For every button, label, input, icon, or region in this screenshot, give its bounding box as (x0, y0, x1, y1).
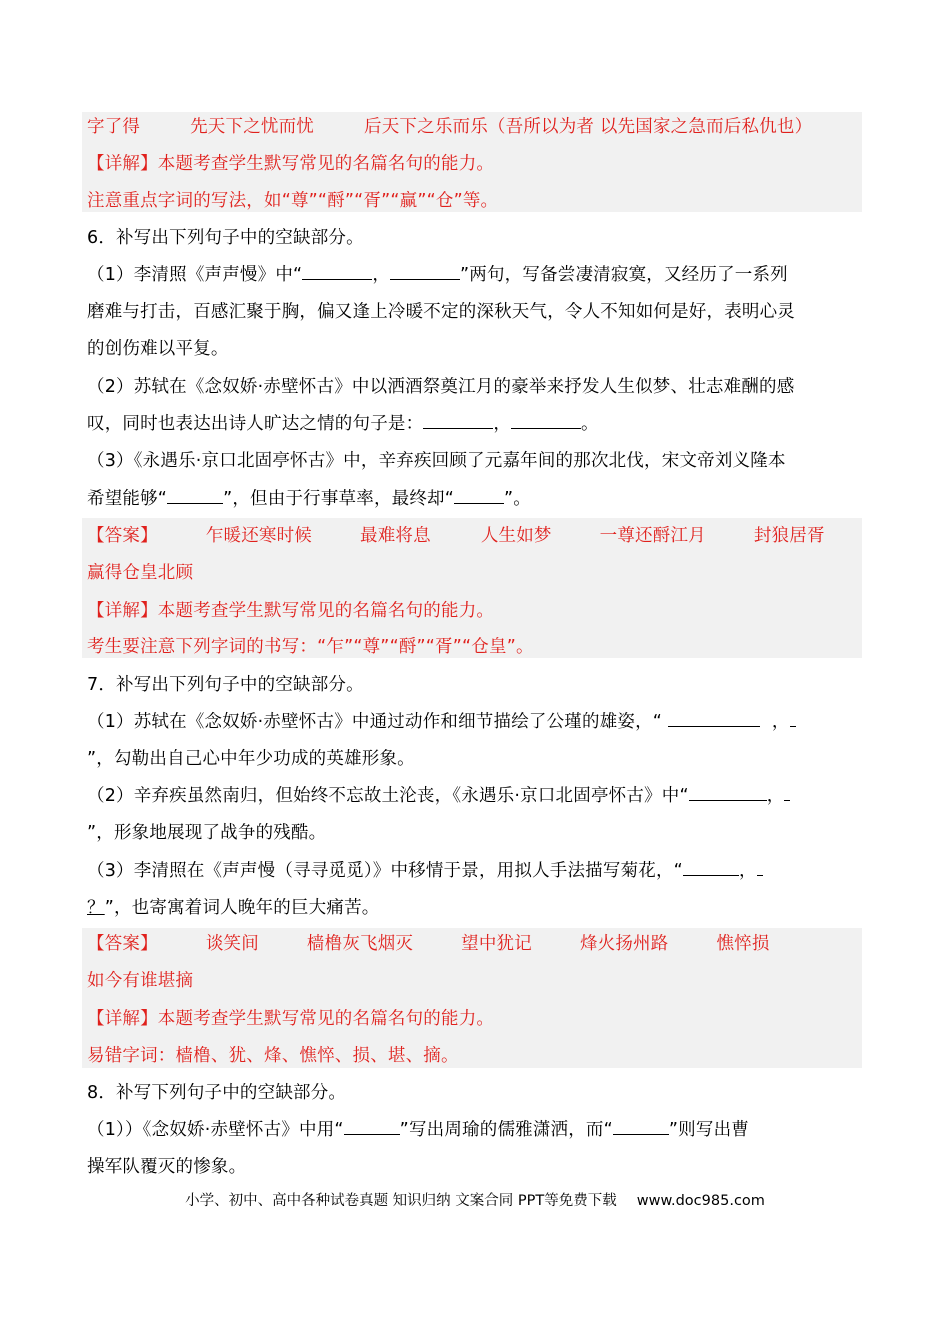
q6-text: ， (493, 414, 512, 434)
blank-line (344, 1115, 400, 1135)
answer-label: 【答案】 (87, 526, 158, 546)
answer-label: 【答案】 (87, 934, 158, 954)
q6-part1-line2: 磨难与打击，百感汇聚于胸，偏又逢上冷暖不定的深秋天气，令人不知如何是好，表明心灵 (87, 302, 795, 322)
q7-text: （2）辛弃疾虽然南归，但始终不忘故土沦丧，《永遇乐·京口北固亭怀古》中“ (87, 786, 689, 806)
q7-text: ？ (87, 898, 105, 918)
q5-answer-line (87, 112, 812, 142)
q5-answer-part: 先天下之忧而忧 (190, 117, 315, 137)
q7-part2-line1 (87, 781, 790, 811)
blank-line (302, 260, 372, 280)
answer-item: 封狼居胥 (753, 526, 825, 546)
q5-note: 注意重点字词的写法，如“尊”“酹”“胥”“赢”“仓”等。 (87, 191, 499, 211)
q8-text: ”写出周瑜的儒雅潇洒，而“ (399, 1120, 613, 1140)
q6-part2-line2 (87, 409, 599, 439)
q5-answer-part: 字了得 (87, 117, 141, 137)
q5-answer-part: 后天下之乐而乐（吾所以为者 以先国家之急而后私仇也） (364, 117, 813, 137)
blank-line (790, 707, 796, 727)
blank-line (423, 409, 493, 429)
q6-note: 考生要注意下列字词的书写：“乍”“尊”“酹”“胥”“仓皇”。 (87, 637, 534, 657)
answer-item: 乍暖还寒时候 (205, 526, 313, 546)
q6-text: ”两句，写备尝凄清寂寞，又经历了一系列 (460, 265, 788, 285)
q8-part1-line1 (87, 1115, 749, 1145)
q8-text: ”则写出曹 (668, 1120, 749, 1140)
q7-part2-line2: ”，形象地展现了战争的残酷。 (87, 823, 327, 843)
blank-line (613, 1115, 669, 1135)
q7-text: ”，也寄寓着词人晚年的巨大痛苦。 (104, 898, 380, 918)
answer-item: 烽火扬州路 (579, 934, 669, 954)
page-footer (0, 1187, 950, 1215)
q7-part3-line2 (87, 893, 379, 923)
q7-note: 易错字词：樯橹、犹、烽、憔悴、损、堪、摘。 (87, 1046, 459, 1066)
answer-item: 憔悴损 (716, 934, 770, 954)
blank-line (757, 856, 763, 876)
footer-url[interactable]: www.doc985.com (636, 1193, 765, 1209)
answer-item: 谈笑间 (205, 934, 259, 954)
q6-part3-line1: （3）《永遇乐·京口北固亭怀古》中，辛弃疾回顾了元嘉年间的那次北伐，宋文帝刘义隆本 (87, 451, 786, 471)
blank-line (689, 781, 767, 801)
q8-title: 8．补写下列句子中的空缺部分。 (87, 1083, 347, 1103)
blank-line (683, 856, 739, 876)
blank-line (784, 781, 790, 801)
q6-answer-line1 (87, 521, 825, 551)
footer-text: 小学、初中、高中各种试卷真题 知识归纳 文案合同 PPT等免费下载 (185, 1193, 617, 1209)
q7-answer-line2: 如今有谁堪摘 (87, 971, 194, 991)
q6-part2-line1: （2）苏轼在《念奴娇·赤壁怀古》中以洒酒祭奠江月的豪举来抒发人生似梦、壮志难酬的感 (87, 377, 795, 397)
q6-title: 6．补写出下列句子中的空缺部分。 (87, 228, 364, 248)
q6-text: （1）李清照《声声慢》中“ (87, 265, 303, 285)
q6-text: 叹，同时也表达出诗人旷达之情的句子是： (87, 414, 424, 434)
q6-detail: 【详解】本题考查学生默写常见的名篇名句的能力。 (87, 601, 495, 621)
q7-text: （3）李清照在《声声慢（寻寻觅觅）》中移情于景，用拟人手法描写菊花，“ (87, 861, 683, 881)
blank-line (167, 484, 223, 504)
q7-text: ， (738, 861, 757, 881)
q7-text: ， (771, 712, 790, 732)
q7-part3-line1 (87, 856, 763, 886)
q6-answer-line2: 赢得仓皇北顾 (87, 563, 194, 583)
answer-item: 望中犹记 (461, 934, 532, 954)
q6-text: 。 (581, 414, 599, 434)
q6-part1-line3: 的创伤难以平复。 (87, 339, 229, 359)
answer-item: 人生如梦 (480, 526, 552, 546)
q8-text: （1））《念奴娇·赤壁怀古》中用“ (87, 1120, 344, 1140)
q7-part1-line2: ”，勾勒出自己心中年少功成的英雄形象。 (87, 749, 415, 769)
q7-text: ， (766, 786, 785, 806)
q6-text: ”，但由于行事草率，最终却“ (223, 489, 455, 509)
answer-item: 最难将息 (360, 526, 431, 546)
blank-line (390, 260, 460, 280)
blank-line (668, 707, 760, 727)
q6-text: ”。 (504, 489, 531, 509)
q7-title: 7．补写出下列句子中的空缺部分。 (87, 675, 364, 695)
q6-text: 希望能够“ (87, 489, 168, 509)
q7-detail: 【详解】本题考查学生默写常见的名篇名句的能力。 (87, 1009, 495, 1029)
q8-part1-line2: 操军队覆灭的惨象。 (87, 1157, 247, 1177)
q7-part1-line1 (87, 707, 796, 737)
blank-line (454, 484, 504, 504)
blank-line (511, 409, 581, 429)
q7-text: （1）苏轼在《念奴娇·赤壁怀古》中通过动作和细节描绘了公瑾的雄姿，“ (87, 712, 668, 732)
q6-text: ， (372, 265, 391, 285)
q7-answer-line1 (87, 929, 770, 959)
q5-detail: 【详解】本题考查学生默写常见的名篇名句的能力。 (87, 154, 495, 174)
answer-item: 一尊还酹江月 (599, 526, 706, 546)
answer-item: 樯橹灰飞烟灭 (306, 934, 414, 954)
q6-part1-line1 (87, 260, 788, 290)
q6-part3-line2 (87, 484, 531, 514)
